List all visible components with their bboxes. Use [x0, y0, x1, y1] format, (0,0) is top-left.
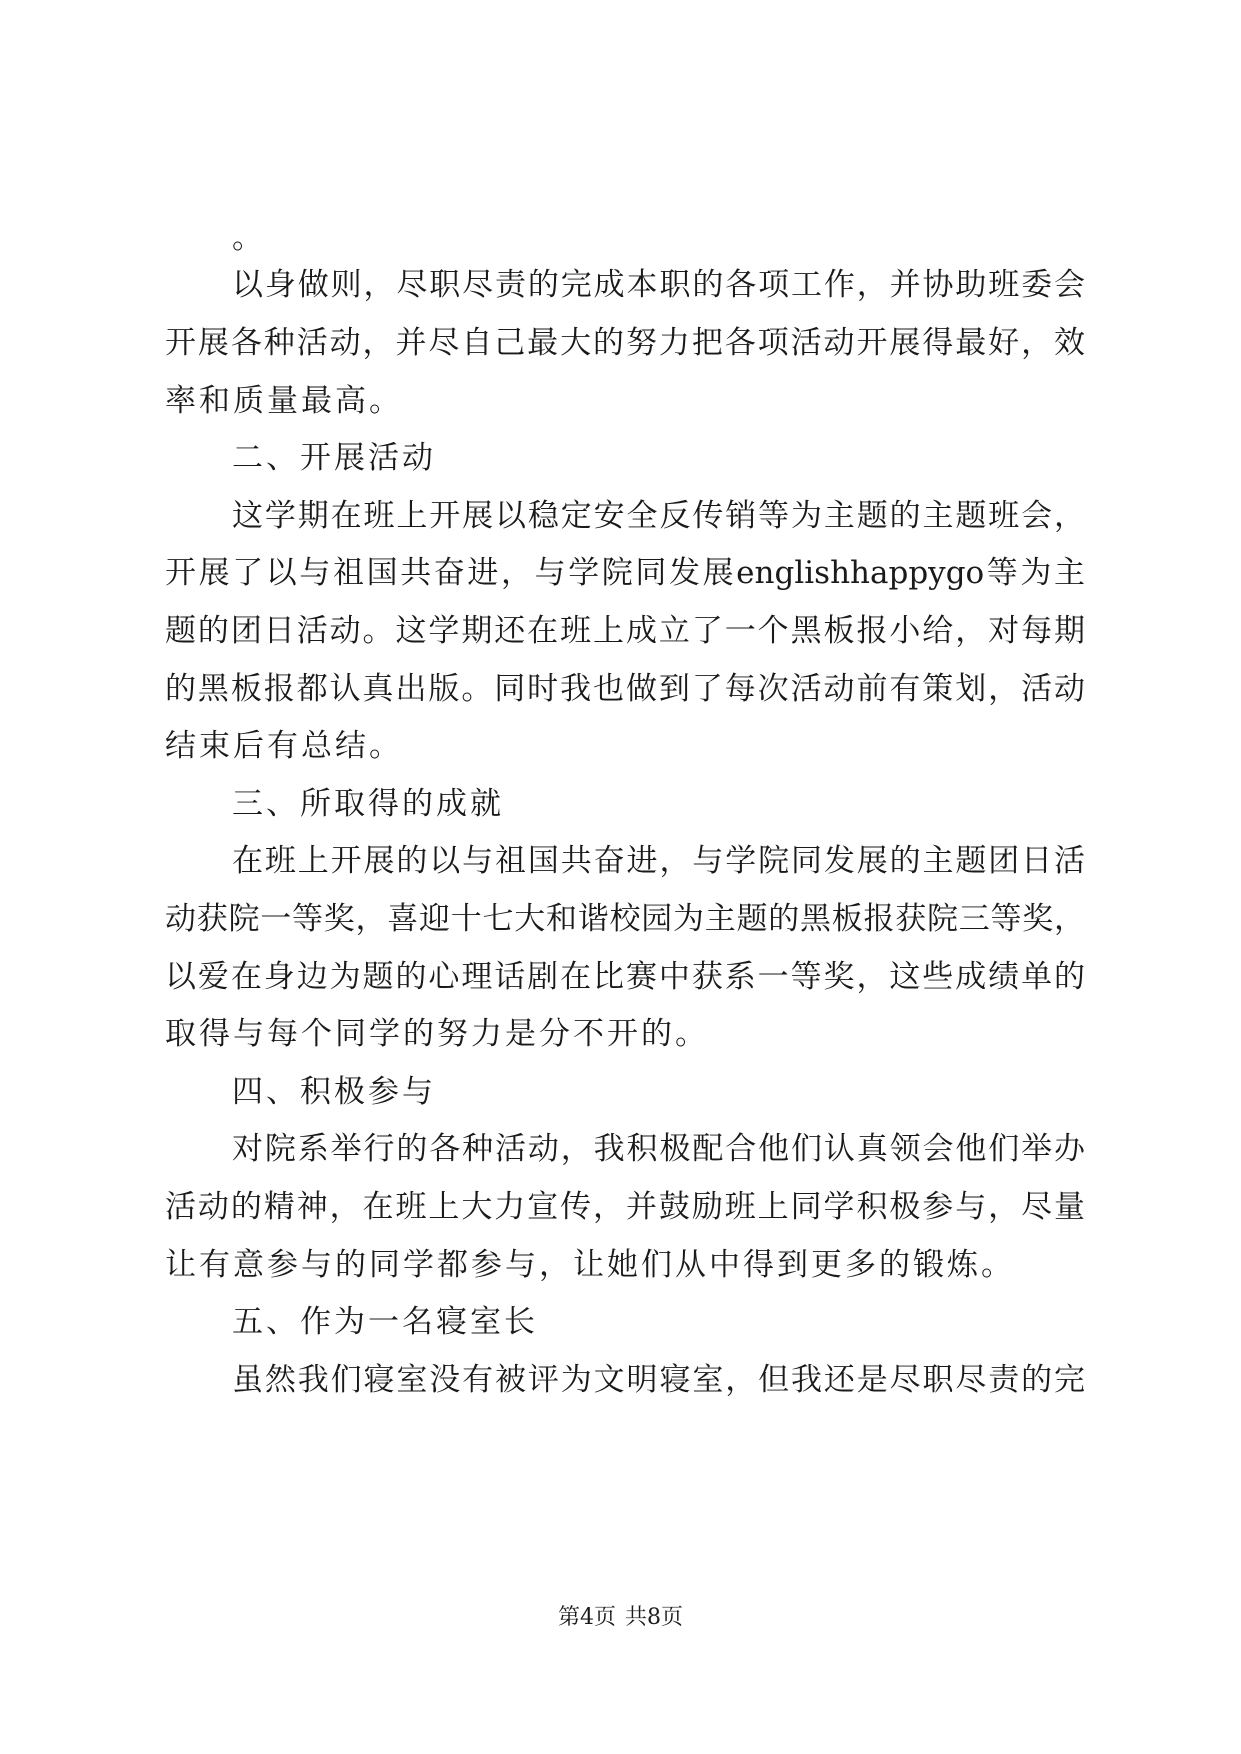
text-line: 活动的精神，在班上大力宣传，并鼓励班上同学积极参与，尽量	[165, 1189, 1085, 1225]
text-line: 的黑板报都认真出版。同时我也做到了每次活动前有策划，活动	[165, 671, 1085, 707]
section-heading: 五、作为一名寝室长	[232, 1304, 538, 1340]
text-line: 题的团日活动。这学期还在班上成立了一个黑板报小给，对每期	[165, 613, 1085, 649]
text-line: 让有意参与的同学都参与，让她们从中得到更多的锻炼。	[165, 1247, 1015, 1283]
text-line: 这学期在班上开展以稳定安全反传销等为主题的主题班会，	[232, 498, 1085, 534]
text-line: 动获院一等奖，喜迎十七大和谐校园为主题的黑板报获院三等奖，	[165, 901, 1085, 937]
section-heading: 二、开展活动	[232, 440, 436, 476]
section-heading: 三、所取得的成就	[232, 786, 504, 822]
text-line: 在班上开展的以与祖国共奋进，与学院同发展的主题团日活	[232, 843, 1085, 879]
text-line: 对院系举行的各种活动，我积极配合他们认真领会他们举办	[232, 1131, 1085, 1167]
section-heading: 四、积极参与	[232, 1074, 436, 1110]
text-line: 开展各种活动，并尽自己最大的努力把各项活动开展得最好，效	[165, 325, 1085, 361]
text-line: 结束后有总结。	[165, 728, 403, 764]
text-line: 。	[232, 220, 266, 256]
text-line: 率和质量最高。	[165, 383, 403, 419]
text-line: 以爱在身边为题的心理话剧在比赛中获系一等奖，这些成绩单的	[165, 959, 1085, 995]
page-number: 第4页 共8页	[558, 1605, 683, 1630]
text-line: 以身做则，尽职尽责的完成本职的各项工作，并协助班委会	[232, 267, 1085, 303]
text-line: 取得与每个同学的努力是分不开的。	[165, 1016, 709, 1052]
text-line: 开展了以与祖国共奋进，与学院同发展englishhappygo等为主	[165, 555, 1085, 591]
text-line: 虽然我们寝室没有被评为文明寝室，但我还是尽职尽责的完	[232, 1362, 1085, 1398]
